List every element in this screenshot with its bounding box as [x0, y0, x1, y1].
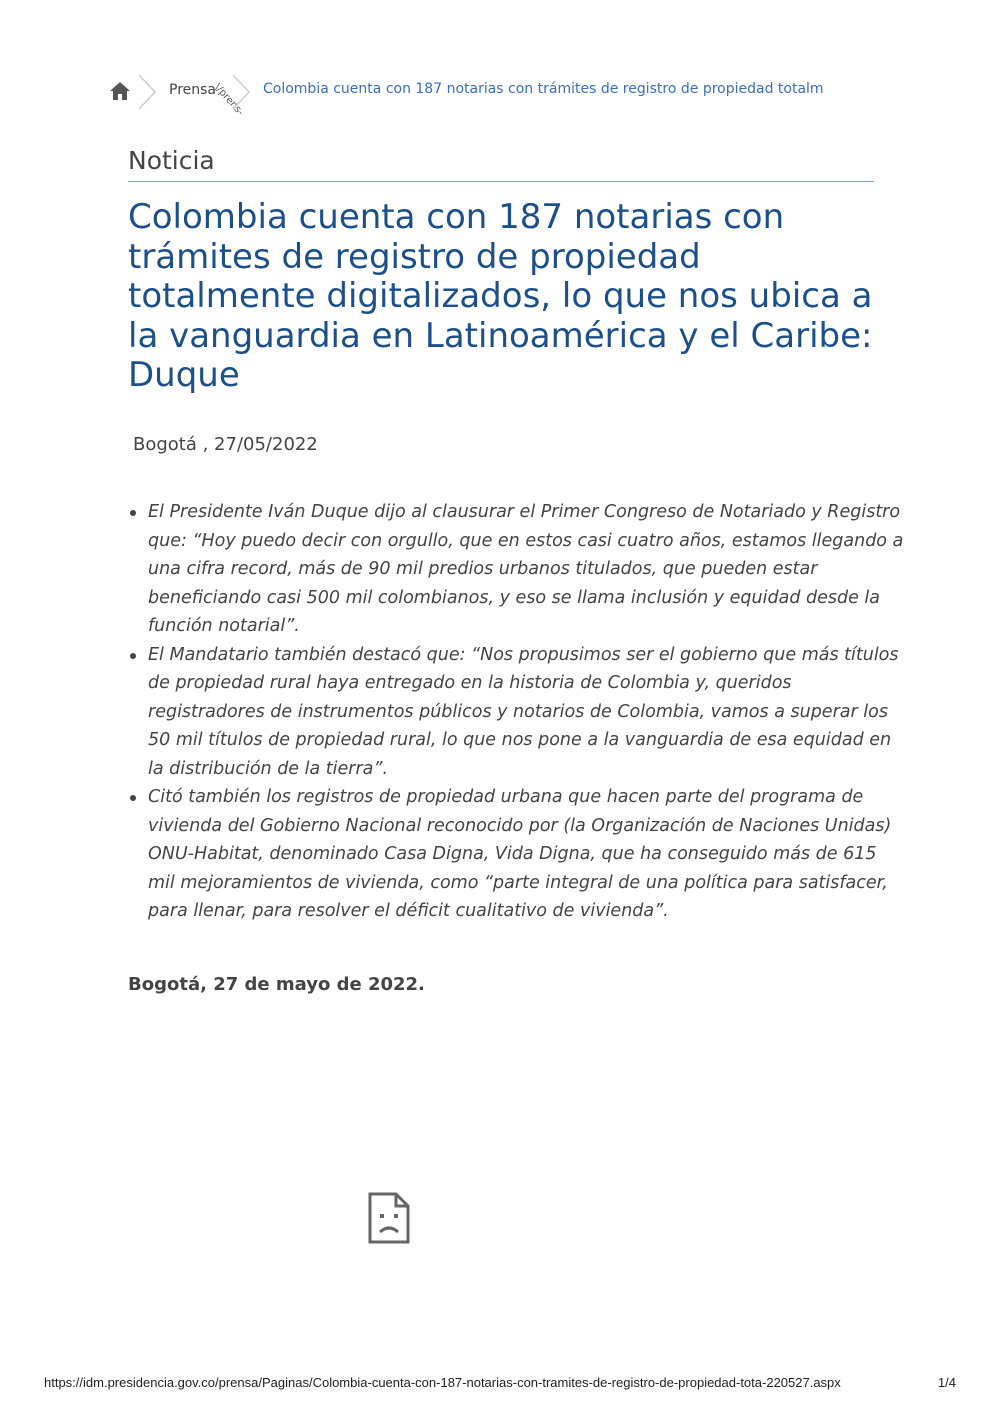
breadcrumb-item-current[interactable]: Colombia cuenta con 187 notarias con trámites de registro de propiedad totalm: [263, 81, 824, 97]
list-item: El Presidente Iván Duque dijo al clausurar el Primer Congreso de Notariado y Registro que: “Hoy puedo decir con orgullo, que en estos casi cuatro años, estamos llegando a una cifra record, más de 90 mil predios urbanos titulados, que pueden estar beneficiando casi 500 mil colombianos, y eso se llama inclusión y equidad desde la función notarial”.: [148, 498, 908, 641]
breadcrumb-item-prensa[interactable]: Prensa: [169, 82, 217, 98]
broken-image-icon: [366, 1190, 412, 1246]
breadcrumb-chevron-icon: [136, 74, 158, 110]
article-headline: Colombia cuenta con 187 notarias con trámites de registro de propiedad totalmente digitalizados, lo que nos ubica a la vanguardia en Latinoamérica y el Caribe: Duque: [128, 197, 873, 395]
list-item: Citó también los registros de propiedad urbana que hacen parte del programa de vivienda del Gobierno Nacional reconocido por (la Organización de Naciones Unidas) ONU-Habitat, denominado Casa Digna, Vida Digna, que ha conseguido más de 615 mil mejoramientos de vivienda, como “parte integral de una política para satisfacer, para llenar, para resolver el déficit cualitativo de vivienda”.: [148, 783, 908, 926]
section-label: Noticia: [128, 146, 874, 182]
list-item: El Mandatario también destacó que: “Nos propusimos ser el gobierno que más títulos de propiedad rural haya entregado en la historia de Colombia y, queridos registradores de instrumentos públicos y notarios de Colombia, vamos a superar los 50 mil títulos de propiedad rural, lo que nos pone a la vanguardia de esa equidad en la distribución de la tierra”.: [148, 641, 908, 784]
breadcrumb-chevron-icon: [230, 74, 252, 110]
breadcrumb-url-fragment: \/prens-: [211, 82, 246, 118]
home-icon[interactable]: [108, 80, 132, 102]
article-closing: Bogotá, 27 de mayo de 2022.: [128, 974, 425, 995]
print-footer-url: https://idm.presidencia.gov.co/prensa/Paginas/Colombia-cuenta-con-187-notarias-con-tramites-de-registro-de-propiedad-tota-220527.aspx: [44, 1375, 841, 1390]
print-page-number: 1/4: [937, 1375, 956, 1390]
breadcrumb: [108, 74, 900, 118]
article-dateline: Bogotá , 27/05/2022: [133, 434, 318, 455]
article-bullet-list: [128, 498, 908, 926]
